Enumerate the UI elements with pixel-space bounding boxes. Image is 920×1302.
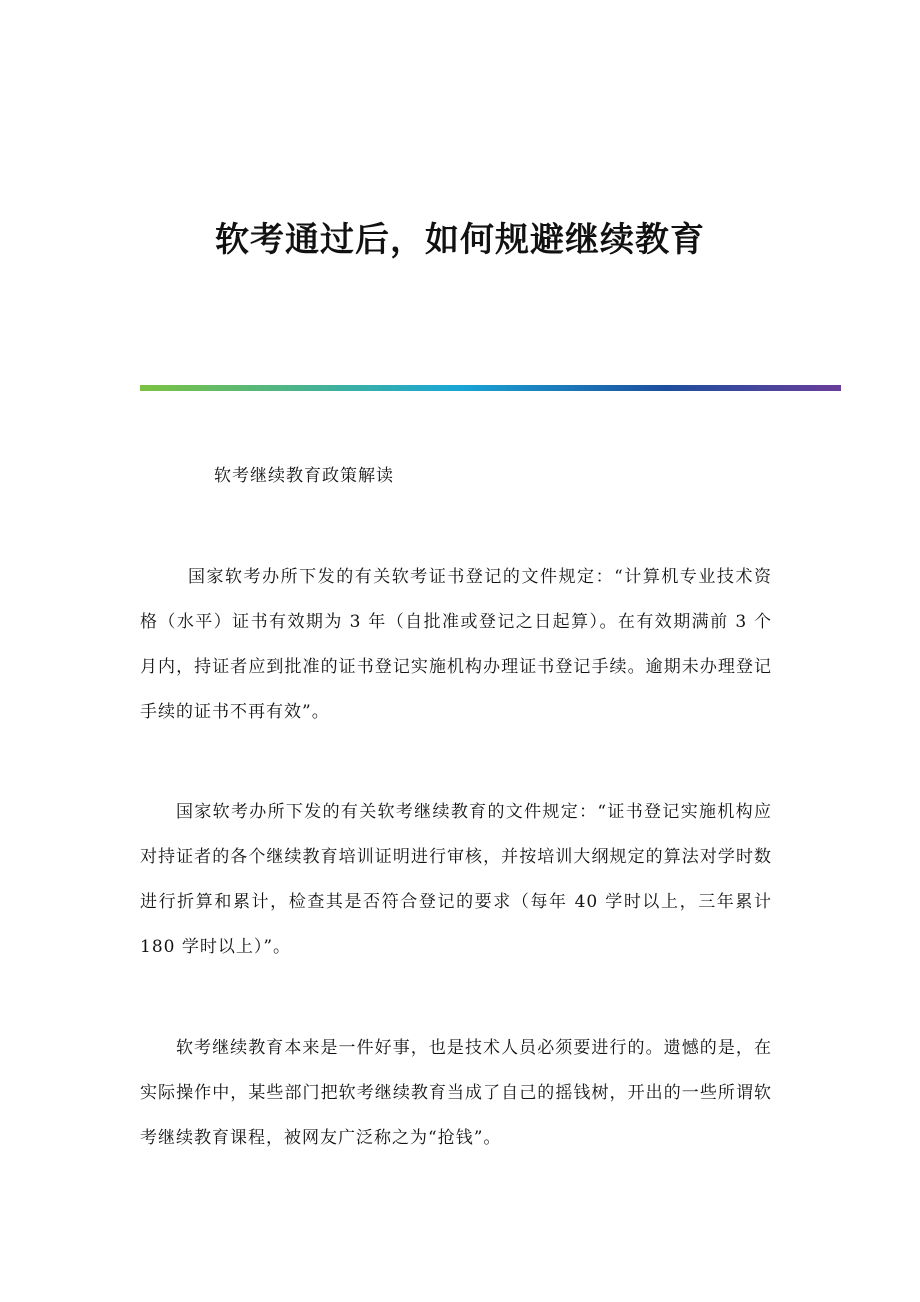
gradient-divider [140,385,841,391]
page-title: 软考通过后，如何规避继续教育 [215,220,705,260]
section-subheading: 软考继续教育政策解读 [214,466,394,486]
body-paragraph-2: 国家软考办所下发的有关软考继续教育的文件规定：“证书登记实施机构应对持证者的各个继续教育培训证明进行审核，并按培训大纲规定的算法对学时数进行折算和累计，检查其是否符合登记的要求（每年 40 学时以上，三年累计 180 学时以上）”。 [140,802,772,957]
body-paragraph-1: 国家软考办所下发的有关软考证书登记的文件规定：“计算机专业技术资格（水平）证书有效期为 3 年（自批准或登记之日起算）。在有效期满前 3 个月内，持证者应到批准的证书登记实施机构办理证书登记手续。逾期未办理登记手续的证书不再有效”。 [140,567,772,722]
body-paragraph-3: 软考继续教育本来是一件好事，也是技术人员必须要进行的。遗憾的是，在实际操作中，某些部门把软考继续教育当成了自己的摇钱树，开出的一些所谓软考继续教育课程，被网友广泛称之为“抢钱”。 [140,1038,772,1148]
